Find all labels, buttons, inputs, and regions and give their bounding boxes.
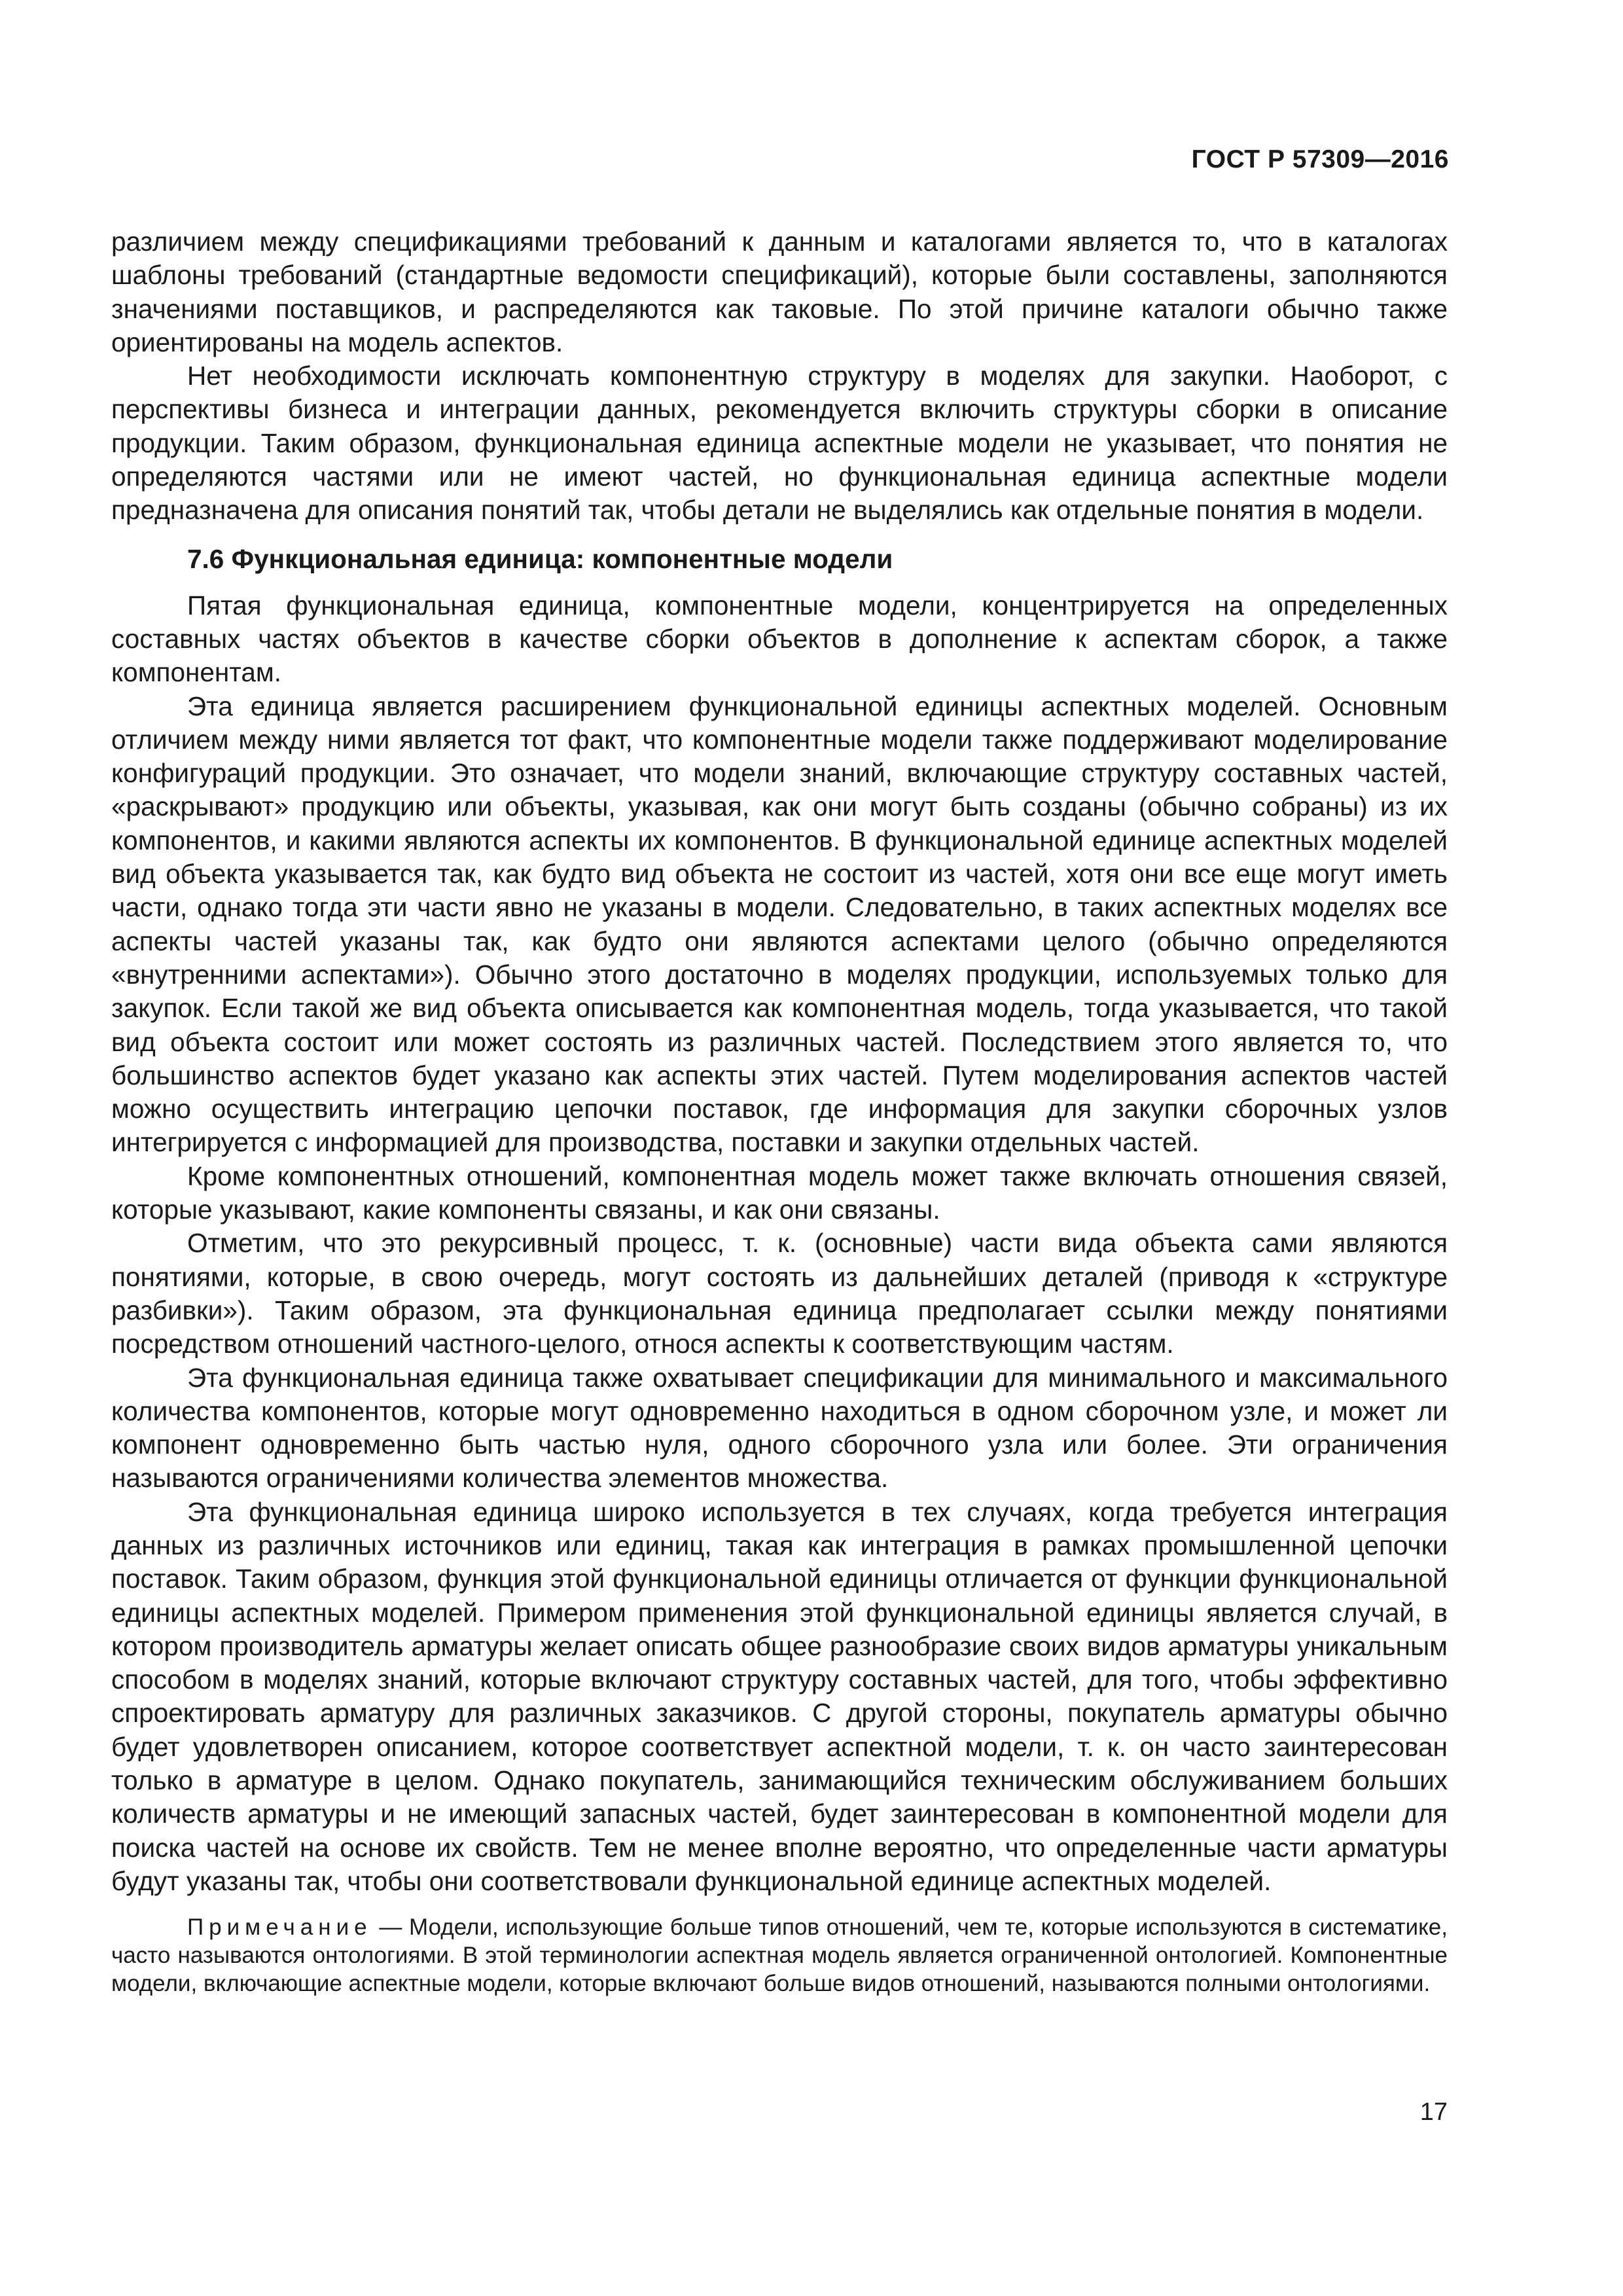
section-heading: 7.6 Функциональная единица: компонентные модели (187, 543, 893, 574)
page-content (111, 225, 1448, 1998)
body-paragraph: различием между спецификациями требований к данным и каталогами является то, что в каталогах шаблоны требований (стандартные ведомости спецификаций), которые были составлены, заполняются значениями поставщиков, и распределяются как таковые. По этой причине каталоги обычно также ориентированы на модель аспектов. (111, 226, 1448, 357)
body-paragraph: Отметим, что это рекурсивный процесс, т. к. (основные) части вида объекта сами являются понятиями, которые, в свою очередь, могут состоять из дальнейших деталей (приводя к «структуре разбивки»). Таким образом, эта функциональная единица предполагает ссылки между понятиями посредством отношений частного-целого, относя аспекты к соответствующим частям. (111, 1228, 1448, 1359)
body-paragraph: Нет необходимости исключать компонентную структуру в моделях для закупки. Наоборот, с перспективы бизнеса и интеграции данных, рекомендуется включить структуры сборки в описание продукции. Таким образом, функциональная единица аспектные модели не указывает, что понятия не определяются частями или не имеют частей, но функциональная единица аспектные модели предназначена для описания понятий так, чтобы детали не выделялись как отдельные понятия в модели. (111, 361, 1448, 526)
document-header: ГОСТ Р 57309—2016 (1191, 145, 1449, 173)
page-number: 17 (1419, 2098, 1448, 2126)
note-label: Примечание (187, 1914, 372, 1941)
body-paragraph: Кроме компонентных отношений, компонентная модель может также включать отношения связей, которые указывают, какие компоненты связаны, и как они связаны. (111, 1160, 1448, 1225)
note-block (111, 1914, 1448, 1998)
note-text: — Модели, использующие больше типов отношений, чем те, которые используются в систематике, часто называются онтологиями. В этой терминологии аспектная модель является ограниченной онтологией. Компонентные модели, включающие аспектные модели, которые включают больше видов отношений, называются полными онтологиями. (111, 1914, 1448, 1996)
body-paragraph: Эта функциональная единица широко используется в тех случаях, когда требуется интеграция данных из различных источников или единиц, такая как интеграция в рамках промышленной цепочки поставок. Таким образом, функция этой функциональной единицы отличается от функции функциональной единицы аспектных моделей. Примером применения этой функциональной единицы является случай, в котором производитель арматуры желает описать общее разнообразие своих видов арматуры уникальным способом в моделях знаний, которые включают структуру составных частей, для того, чтобы эффективно спроектировать арматуру для различных заказчиков. С другой стороны, покупатель арматуры обычно будет удовлетворен описанием, которое соответствует аспектной модели, т. к. он часто заинтересован только в арматуре в целом. Однако покупатель, занимающийся техническим обслуживанием больших количеств арматуры и не имеющий запасных частей, будет заинтересован в компонентной модели для поиска частей на основе их свойств. Тем не менее вполне вероятно, что определенные части арматуры будут указаны так, чтобы они соответствовали функциональной единице аспектных моделей. (111, 1496, 1448, 1896)
body-paragraph: Эта единица является расширением функциональной единицы аспектных моделей. Основным отличием между ними является тот факт, что компонентные модели также поддерживают моделирование конфигураций продукции. Это означает, что модели знаний, включающие структуру составных частей, «раскрывают» продукцию или объекты, указывая, как они могут быть созданы (обычно собраны) из их компонентов, и какими являются аспекты их компонентов. В функциональной единице аспектных моделей вид объекта указывается так, как будто вид объекта не состоит из частей, хотя они все еще могут иметь части, однако тогда эти части явно не указаны в модели. Следовательно, в таких аспектных моделях все аспекты частей указаны так, как будто они являются аспектами целого (обычно определяются «внутренними аспектами»). Обычно этого достаточно в моделях продукции, используемых только для закупок. Если такой же вид объекта описывается как компонентная модель, тогда указывается, что такой вид объекта состоит или может состоять из различных частей. Последствием этого является то, что большинство аспектов будет указано как аспекты этих частей. Путем моделирования аспектов частей можно осуществить интеграцию цепочки поставок, где информация для закупки сборочных узлов интегрируется с информацией для производства, поставки и закупки отдельных частей. (111, 691, 1448, 1158)
body-paragraph: Пятая функциональная единица, компонентные модели, концентрируется на определенных составных частях объектов в качестве сборки объектов в дополнение к аспектам сборок, а также компонентам. (111, 590, 1448, 688)
body-paragraph: Эта функциональная единица также охватывает спецификации для минимального и максимального количества компонентов, которые могут одновременно находиться в одном сборочном узле, и может ли компонент одновременно быть частью нуля, одного сборочного узла или более. Эти ограничения называются ограничениями количества элементов множества. (111, 1362, 1448, 1494)
